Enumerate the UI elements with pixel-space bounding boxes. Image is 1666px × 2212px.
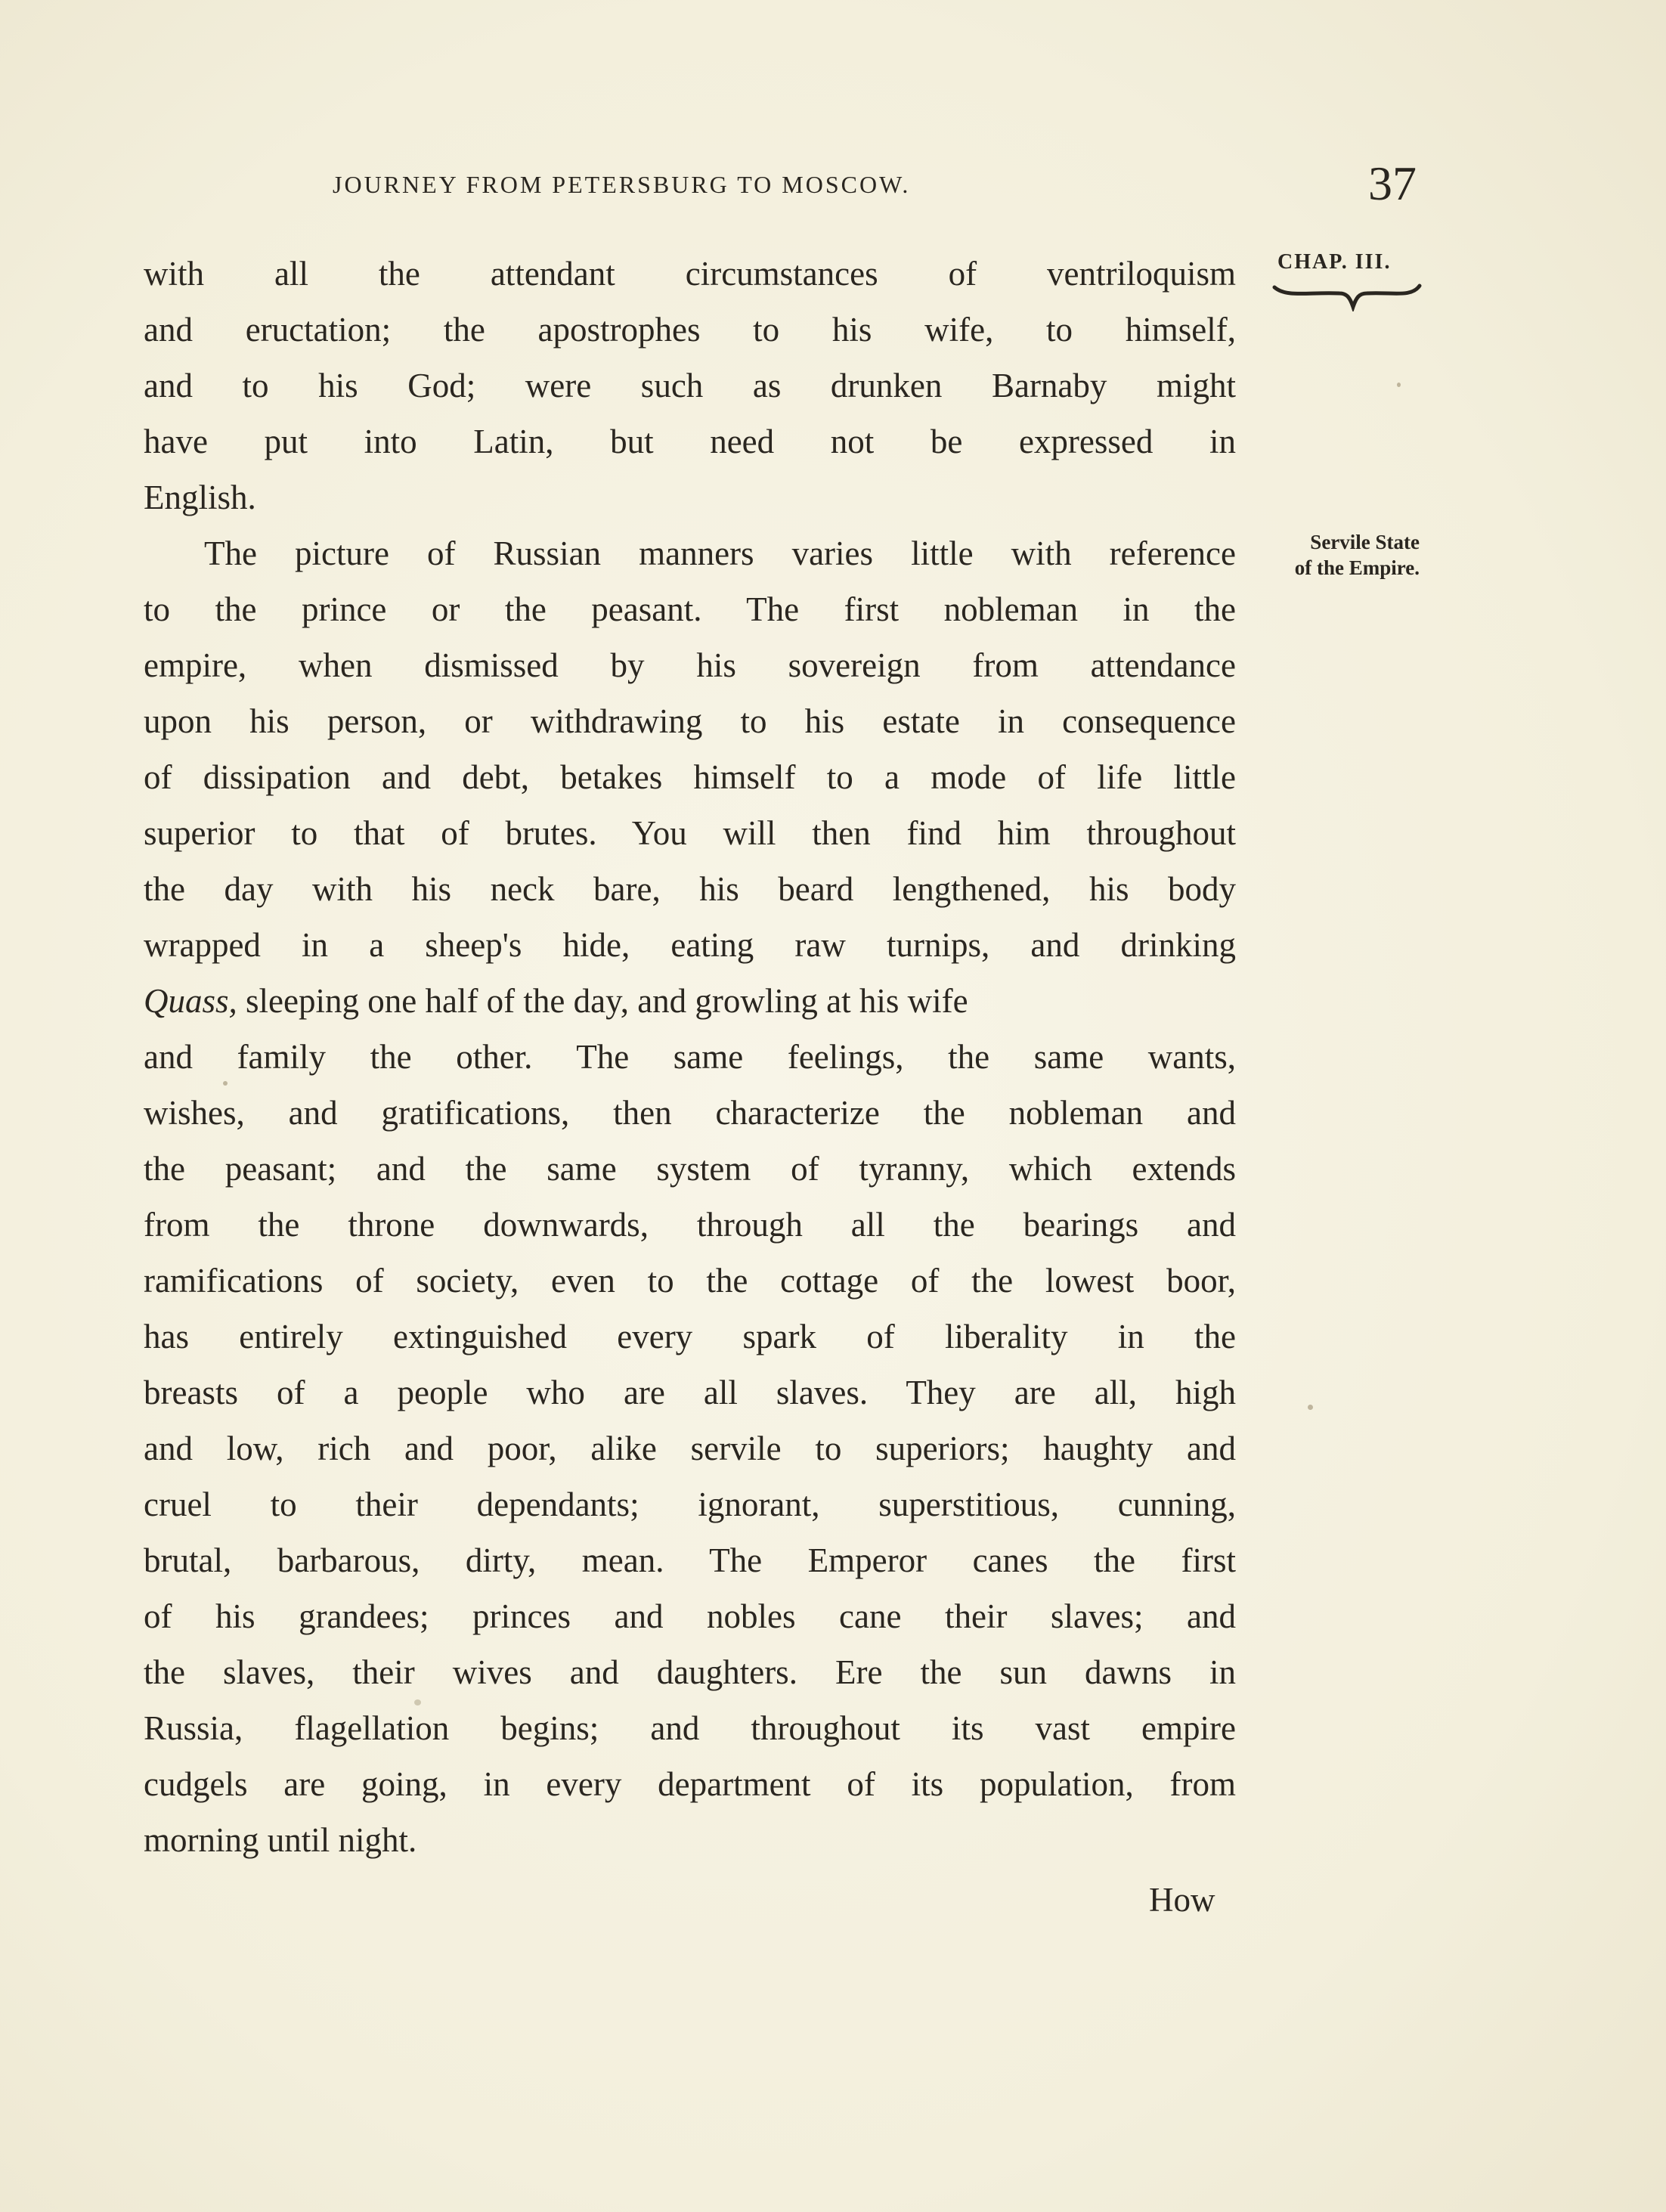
text-line: breasts of a people who are all slaves. They are all, high [144,1374,1236,1411]
text-line: superior to that of brutes. You will then find him throughout [144,814,1236,852]
chapter-label: CHAP. III. [1277,250,1392,274]
text-line: wrapped in a sheep's hide, eating raw turnips, and drinking [144,926,1236,964]
text-line: of dissipation and debt, betakes himself to a mode of life little [144,758,1236,796]
running-head [144,156,1417,213]
text-line: from the throne downwards, through all the bearings and [144,1206,1236,1244]
paragraph-start-line: The picture of Russian manners varies little with reference [204,534,1236,572]
text-line [144,973,1236,1029]
text-line: of his grandees; princes and nobles cane their slaves; and [144,1597,1236,1635]
paper-speck [223,1081,228,1086]
chapter-brace-ornament [1271,281,1423,311]
paper-speck [414,1699,421,1705]
paper-speck [1397,383,1401,387]
text-line: the peasant; and the same system of tyranny, which extends [144,1150,1236,1188]
text-line: the slaves, their wives and daughters. Ere the sun dawns in [144,1653,1236,1691]
text-line: Russia, flagellation begins; and throughout its vast empire [144,1709,1236,1747]
marginal-note-line-1: Servile State [1310,531,1420,553]
text-line: and to his God; were such as drunken Barnaby might [144,367,1236,404]
text-line: cruel to their dependants; ignorant, superstitious, cunning, [144,1486,1236,1523]
running-head-title: JOURNEY FROM PETERSBURG TO MOSCOW. [333,171,911,198]
text-line: the day with his neck bare, his beard lengthened, his body [144,870,1236,908]
text-line: English. [144,479,256,516]
text-line-remainder: sleeping one half of the day, and growling at his wife [237,982,968,1020]
text-line: cudgels are going, in every department of its population, from [144,1765,1236,1803]
text-line: have put into Latin, but need not be expressed in [144,423,1236,460]
body-text [144,246,1236,1868]
marginal-note-line-2: of the Empire. [1294,556,1420,579]
text-line: with all the attendant circumstances of ventriloquism [144,255,1236,293]
text-line: and eructation; the apostrophes to his wife, to himself, [144,311,1236,349]
catchword: How [1149,1881,1215,1919]
text-line: morning until night. [144,1821,417,1859]
text-line: upon his person, or withdrawing to his estate in consequence [144,702,1236,740]
text-line: empire, when dismissed by his sovereign from attendance [144,646,1236,684]
text-line: wishes, and gratifications, then characterize the nobleman and [144,1094,1236,1132]
text-line: ramifications of society, even to the cottage of the lowest boor, [144,1262,1236,1300]
text-line: to the prince or the peasant. The first nobleman in the [144,590,1236,628]
marginal-note [1261,529,1420,581]
text-line: has entirely extinguished every spark of liberality in the [144,1318,1236,1355]
italic-word-quass: Quass, [144,982,237,1020]
paper-speck [1308,1405,1313,1410]
text-line: brutal, barbarous, dirty, mean. The Emperor canes the first [144,1541,1236,1579]
text-line: and family the other. The same feelings, the same wants, [144,1038,1236,1076]
page-number: 37 [1368,156,1417,210]
text-line: and low, rich and poor, alike servile to superiors; haughty and [144,1430,1236,1467]
